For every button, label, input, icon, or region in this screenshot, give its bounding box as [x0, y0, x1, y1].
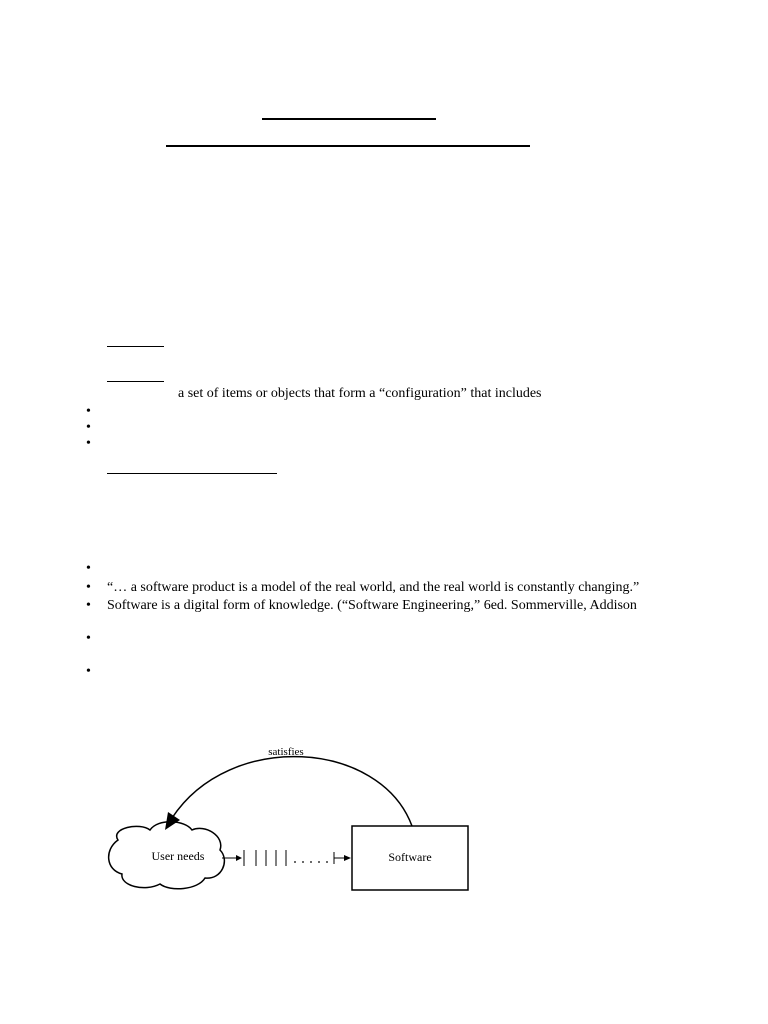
bullet-knowledge-text: Software is a digital form of knowledge. (“Software Engineering,” 6ed. Sommerville, Addison: [107, 598, 637, 613]
software-label: Software: [388, 850, 432, 864]
definition-text: a set of items or objects that form a “configuration” that includes: [178, 386, 542, 401]
bullet-quote-text: “… a software product is a model of the real world, and the real world is constantly changing.”: [107, 580, 640, 595]
connector-arrowhead-left: [236, 855, 242, 861]
satisfies-arc: [172, 757, 412, 826]
arc-arrowhead: [165, 812, 180, 830]
cloud-label: User needs: [151, 849, 205, 863]
connector-arrowhead-right: [344, 855, 351, 861]
arc-label: satisfies: [268, 746, 304, 758]
connector-dots: [294, 861, 328, 863]
